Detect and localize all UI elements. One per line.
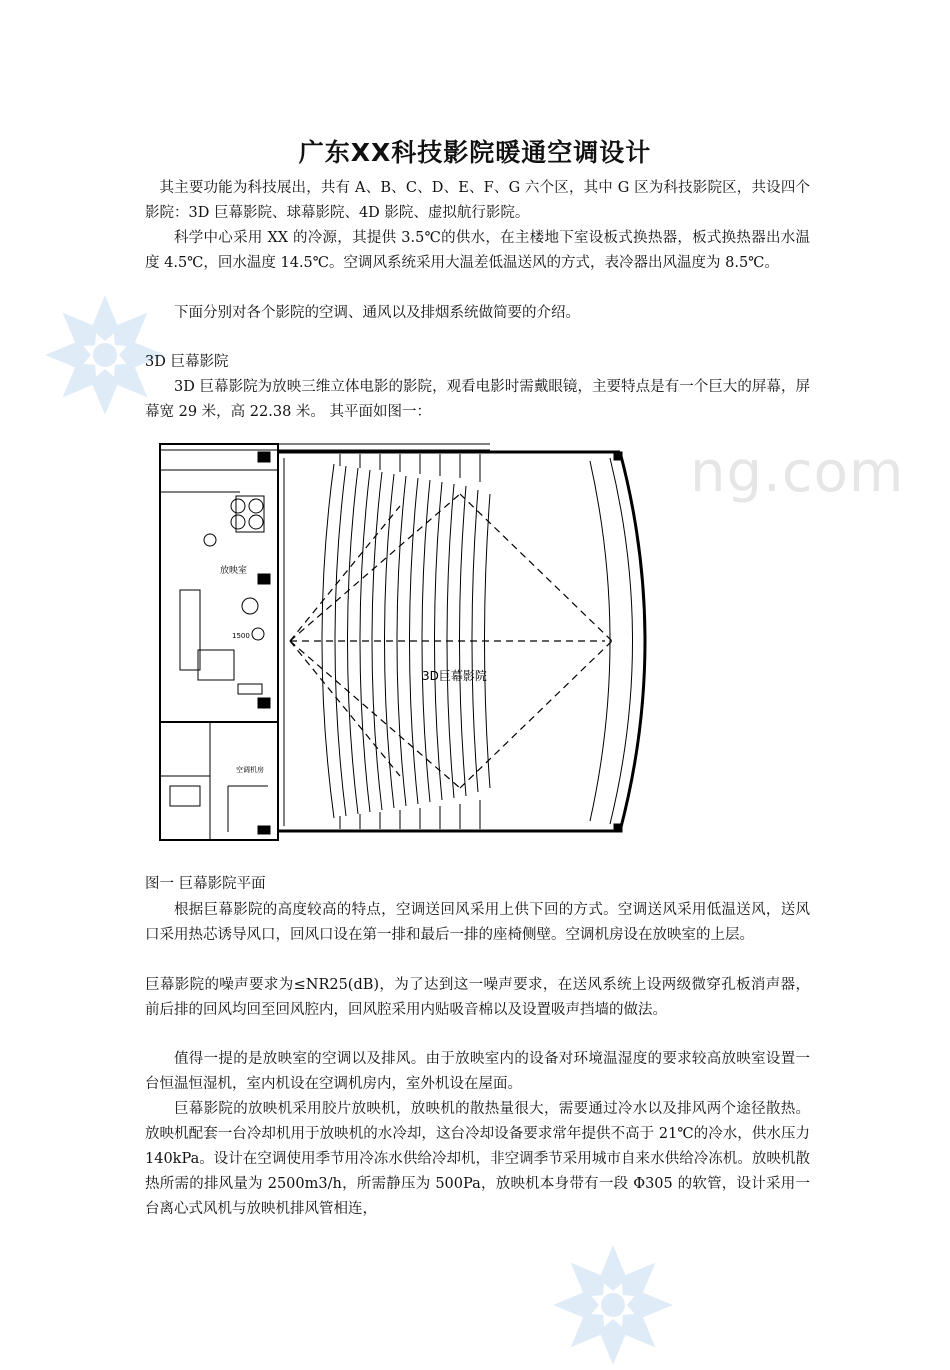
room-label-projection: 放映室 — [220, 566, 248, 576]
document-title: 广东XX科技影院暖通空调设计 — [298, 138, 652, 167]
paragraph-overview: 下面分别对各个影院的空调、通风以及排烟系统做简要的介绍。 — [174, 305, 580, 321]
paragraph-cooling-source: 科学中心采用 XX 的冷源，其提供 3.5℃的供水，在主楼地下室设板式换热器，板式换热器出水温度 4.5℃，回水温度 14.5℃。空调风系统采用大温差低温送风的方式，表冷器出风温度为 8.5℃。 — [145, 230, 810, 271]
watermark-text: ng.com — [690, 440, 905, 505]
room-label-lower: 空调机房 — [236, 766, 264, 774]
figure-caption: 图一 巨幕影院平面 — [145, 876, 266, 892]
paragraph-noise: 巨幕影院的噪声要求为≤NR25(dB)，为了达到这一噪声要求，在送风系统上设两级微穿孔板消声器，前后排的回风均回至回风腔内，回风腔采用内贴吸音棉以及设置吸声挡墙的做法。 — [145, 977, 810, 1018]
paragraph-intro: 其主要功能为科技展出，共有 A、B、C、D、E、F、G 六个区，其中 G 区为科技影院区，共设四个影院：3D 巨幕影院、球幕影院、4D 影院、虚拟航行影院。 — [145, 180, 810, 221]
paragraph-air-supply: 根据巨幕影院的高度较高的特点，空调送回风采用上供下回的方式。空调送风采用低温送风，送风口采用热芯诱导风口，回风口设在第一排和最后一排的座椅侧壁。空调机房设在放映室的上层。 — [145, 902, 810, 943]
room-label-hall: 3D巨幕影院 — [422, 669, 487, 683]
paragraph-3d-theater: 3D 巨幕影院为放映三维立体电影的影院，观看电影时需戴眼镜，主要特点是有一个巨大的屏幕，屏幕宽 29 米，高 22.38 米。 其平面如图一： — [145, 379, 810, 420]
paragraph-projection-room: 值得一提的是放映室的空调以及排风。由于放映室内的设备对环境温湿度的要求较高放映室设置一台恒温恒湿机，室内机设在空调机房内，室外机设在屋面。 — [145, 1051, 810, 1092]
floor-plan-figure — [150, 436, 665, 846]
section-heading: 3D 巨幕影院 — [145, 354, 229, 370]
dimension-label: 1500 — [232, 632, 250, 640]
watermark-snowflake-icon — [548, 1240, 678, 1370]
paragraph-projector-cooling: 巨幕影院的放映机采用胶片放映机，放映机的散热量很大，需要通过冷水以及排风两个途径散热。放映机配套一台冷却机用于放映机的水冷却，这台冷却设备要求常年提供不高于 21℃的冷水，供水压力 140kPa。设计在空调使用季节用冷冻水供给冷却机，非空调季节采用城市自来水供给冷冻机。放映机散热所需的排风量为 2500m3/h，所需静压为 500Pa，放映机本身带有一段 Φ305 的软管，设计采用一台离心式风机与放映机排风管相连， — [145, 1101, 810, 1217]
